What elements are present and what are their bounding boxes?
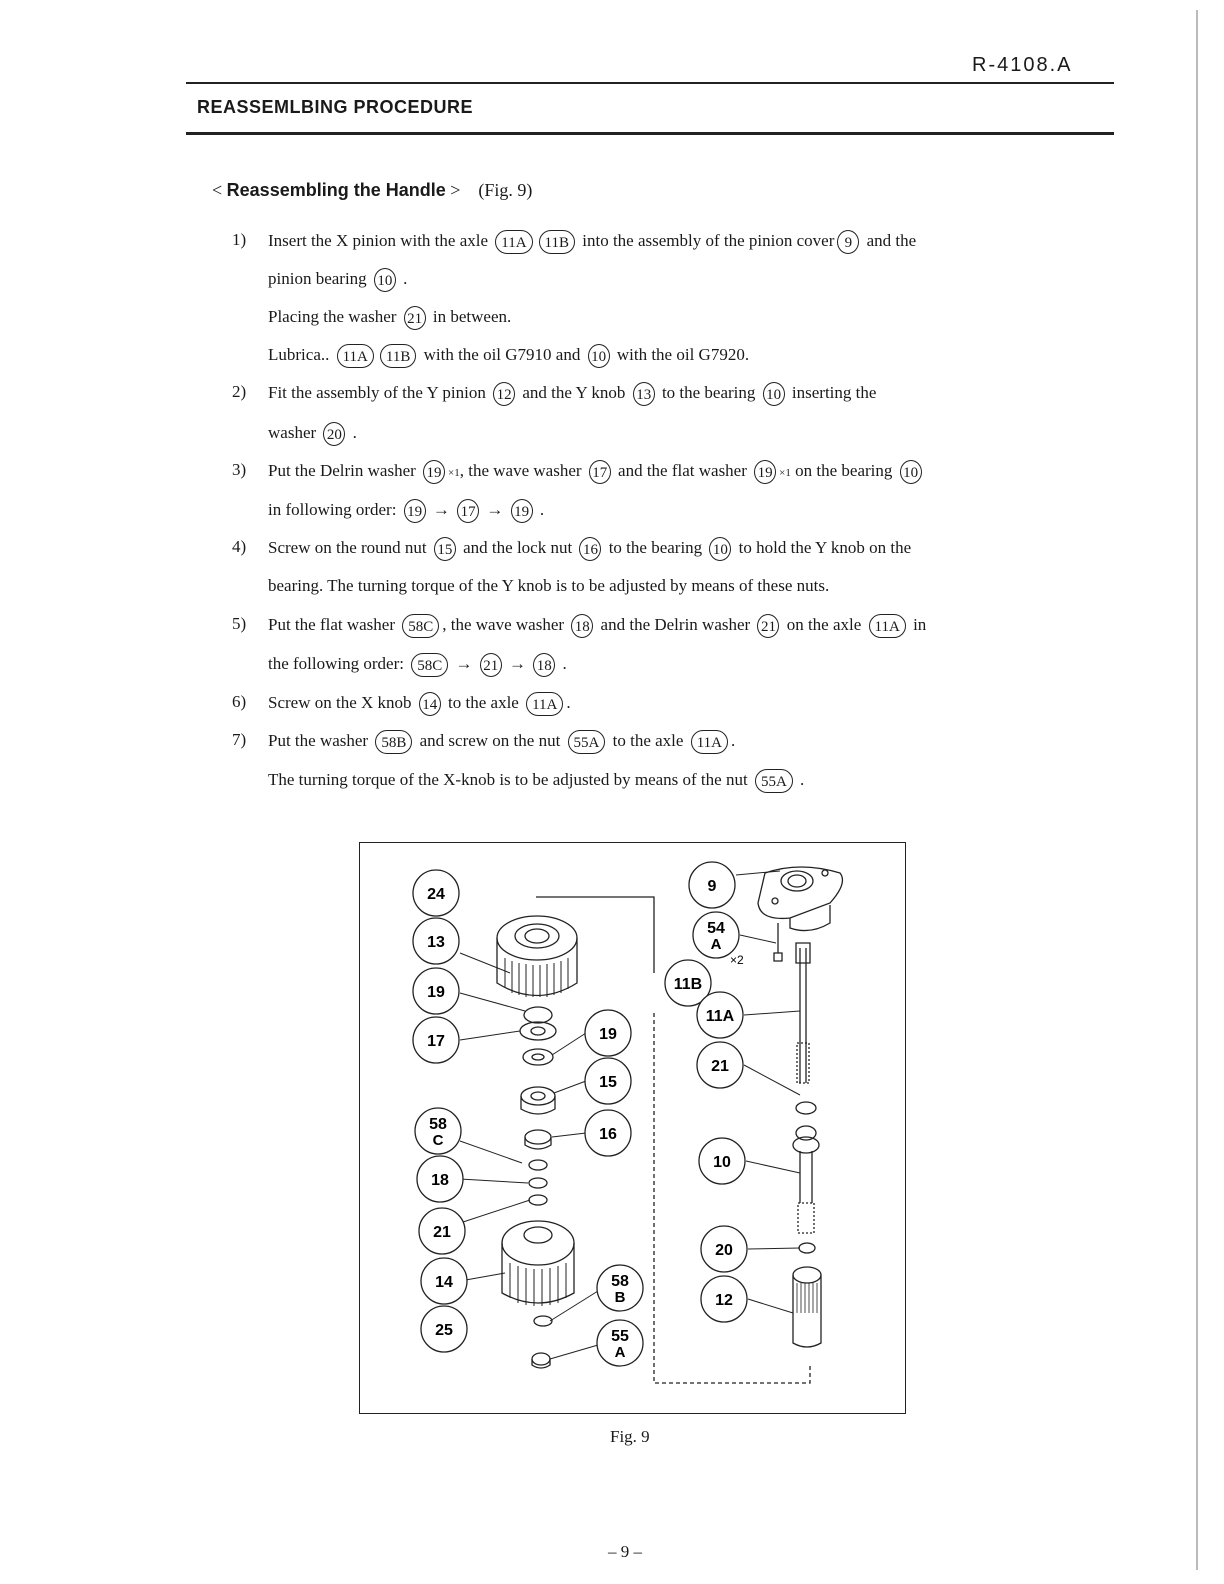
part-number-callout: 11A	[869, 614, 906, 638]
quantity-note: ×1	[448, 466, 460, 479]
part-number-callout: 21	[757, 614, 779, 638]
step-text: Put the washer	[268, 730, 373, 750]
part-number-callout: 19	[423, 460, 445, 484]
callout-text: 9	[707, 878, 717, 895]
part-number-callout: 58C	[411, 653, 448, 677]
callout-text: 11A	[705, 1008, 735, 1025]
y-pinion-12-drawing	[793, 1267, 821, 1347]
step-text: .	[558, 653, 567, 673]
callout-14	[421, 1258, 505, 1304]
step-line	[268, 306, 511, 330]
procedure-heading	[212, 180, 532, 201]
part-number-callout: 18	[571, 614, 593, 638]
callout-55a	[550, 1320, 643, 1366]
heading-open: <	[212, 180, 223, 200]
step-text: pinion bearing	[268, 268, 371, 288]
step-text: bearing. The turning torque of the Y knob is to be adjusted by means of these nuts.	[268, 576, 830, 595]
callout-text: 10	[713, 1154, 731, 1171]
callout-text: 25	[435, 1322, 453, 1339]
part-number-callout: 17	[589, 460, 611, 484]
part-number-callout: 55A	[755, 769, 793, 793]
step-text: , the wave washer	[459, 460, 586, 480]
part-number-callout: 58C	[402, 614, 439, 638]
step-line	[268, 692, 571, 716]
leader-line	[550, 1291, 598, 1321]
callout-18	[417, 1156, 528, 1202]
callout-text: 14	[435, 1274, 453, 1291]
bearing-10-drawing	[793, 1126, 819, 1233]
step-text: The turning torque of the X-knob is to be adjusted by means of the nut	[268, 769, 752, 789]
part-number-callout: 12	[493, 382, 515, 406]
part-number-callout: 11A	[495, 230, 532, 254]
leader-line	[460, 953, 510, 973]
x-knob-14-drawing	[502, 1221, 574, 1306]
leader-line	[740, 935, 776, 943]
step-text: Put the Delrin washer	[268, 460, 421, 480]
header-rule-bottom	[186, 132, 1114, 135]
callout-text: 11B	[673, 976, 703, 993]
washer-19-drawing	[524, 1007, 552, 1023]
leader-line	[552, 1133, 586, 1137]
heading-fig-ref: (Fig. 9)	[478, 180, 533, 200]
step-number: 5)	[232, 614, 247, 633]
callout-54a	[693, 912, 776, 958]
step-line	[268, 344, 749, 368]
washer-20-drawing	[799, 1243, 815, 1253]
leader-line	[552, 1033, 586, 1055]
part-number-callout: 21	[404, 306, 426, 330]
figure-caption: Fig. 9	[610, 1427, 650, 1446]
part-number-callout: 19	[511, 499, 533, 523]
part-number-callout: 21	[480, 653, 502, 677]
header-rule-top	[186, 82, 1114, 84]
step-text: with the oil G7910 and	[419, 344, 585, 364]
nut-55a-drawing	[532, 1353, 550, 1368]
callout-text: 13	[427, 934, 445, 951]
x2-note: ×2	[730, 953, 744, 967]
step-text: to hold the Y knob on the	[734, 537, 912, 557]
step-number: 1)	[232, 230, 247, 249]
step-line	[268, 769, 804, 793]
step-line	[268, 460, 925, 484]
callout-19a	[413, 968, 525, 1014]
callout-12	[701, 1276, 793, 1322]
callout-21b	[697, 1042, 800, 1095]
part-number-callout: 11A	[691, 730, 728, 754]
step-text: .	[398, 268, 408, 288]
leader-line	[460, 1031, 520, 1040]
callout-11a	[697, 992, 800, 1038]
part-number-callout: 11B	[380, 344, 416, 368]
step-text: →	[428, 499, 455, 519]
step-text: in	[908, 614, 927, 634]
step-text: on the bearing	[790, 460, 897, 480]
callout-10	[699, 1138, 800, 1184]
step-text: .	[730, 730, 736, 750]
part-number-callout: 11A	[337, 344, 374, 368]
callout-text: 54	[707, 920, 725, 937]
leader-line	[744, 1065, 800, 1095]
callout-text: 18	[431, 1172, 449, 1189]
callout-text: 58	[429, 1116, 447, 1133]
pinion-cover-9-drawing	[758, 867, 842, 931]
part-number-callout: 58B	[375, 730, 412, 754]
callout-text: 58	[611, 1273, 629, 1290]
callout-58b	[550, 1265, 643, 1321]
step-text: into the assembly of the pinion cover	[578, 230, 835, 250]
step-text: with the oil G7920.	[612, 344, 750, 364]
step-line	[268, 230, 916, 254]
step-line	[268, 730, 735, 754]
callout-subtext: C	[432, 1132, 444, 1149]
callout-subtext: A	[710, 936, 722, 953]
step-text: in following order:	[268, 499, 401, 519]
step-text: to the bearing	[657, 382, 760, 402]
leader-line	[460, 1179, 528, 1183]
callout-text: 19	[427, 984, 445, 1001]
callout-25	[421, 1306, 467, 1352]
step-number: 6)	[232, 692, 247, 711]
callout-15	[554, 1058, 631, 1104]
leader-line	[460, 993, 525, 1011]
heading-title: Reassembling the Handle	[226, 180, 446, 200]
washer-58c-drawing	[529, 1160, 547, 1170]
leader-line	[744, 1011, 800, 1015]
callout-17	[413, 1017, 520, 1063]
step-text: to the bearing	[604, 537, 707, 557]
callout-text: 12	[715, 1292, 733, 1309]
part-number-callout: 10	[900, 460, 922, 484]
callout-16	[552, 1110, 631, 1156]
callout-24	[413, 870, 459, 916]
step-text: inserting the	[787, 382, 877, 402]
step-text: .	[348, 422, 357, 442]
quantity-note: ×1	[779, 466, 791, 479]
washer-18-drawing	[529, 1178, 547, 1188]
step-number: 3)	[232, 460, 247, 479]
page-number: – 9 –	[608, 1542, 642, 1561]
leader-line	[746, 1161, 800, 1173]
callout-19b	[552, 1010, 631, 1056]
leader-line	[736, 871, 780, 875]
step-text: .	[566, 692, 571, 712]
callout-subtext: A	[614, 1344, 626, 1361]
step-text: Fit the assembly of the Y pinion	[268, 382, 491, 402]
step-line	[268, 537, 911, 561]
leader-line	[550, 1345, 598, 1359]
step-text: →	[482, 499, 508, 519]
step-line	[268, 268, 407, 292]
part-number-callout: 15	[434, 537, 456, 561]
part-number-callout: 17	[457, 499, 479, 523]
part-number-callout: 13	[633, 382, 655, 406]
washer-17-drawing	[520, 1022, 556, 1040]
part-number-callout: 18	[533, 653, 555, 677]
leader-line	[460, 1141, 522, 1163]
step-text: →	[451, 653, 477, 673]
step-text: the following order:	[268, 653, 409, 673]
step-text: →	[504, 653, 531, 673]
step-line	[268, 653, 567, 677]
axle-11a-drawing	[796, 943, 810, 1083]
step-text: to the axle	[443, 692, 524, 712]
step-text: Lubrica..	[268, 344, 334, 364]
callout-20	[701, 1226, 800, 1272]
step-line	[268, 422, 357, 446]
step-line	[268, 614, 926, 638]
page-edge-shadow	[1196, 10, 1198, 1570]
step-text: Screw on the round nut	[268, 537, 431, 557]
part-number-callout: 14	[419, 692, 441, 716]
step-text: washer	[268, 422, 321, 442]
callout-text: 20	[715, 1242, 733, 1259]
callout-text: 24	[427, 886, 445, 903]
step-text: and the lock nut	[458, 537, 577, 557]
bracket-line-top	[536, 897, 654, 973]
callout-58c	[415, 1108, 522, 1163]
step-number: 7)	[232, 730, 247, 749]
heading-close: >	[450, 180, 461, 200]
step-text: in between.	[428, 306, 512, 326]
leader-line	[460, 1200, 530, 1223]
step-text: Placing the washer	[268, 306, 401, 326]
part-number-callout: 11A	[526, 692, 563, 716]
washer-58b-drawing	[534, 1316, 552, 1326]
callout-text: 21	[433, 1224, 451, 1241]
part-number-callout: 10	[374, 268, 396, 292]
screw-54a-drawing	[774, 923, 782, 961]
step-text: , the wave washer	[442, 614, 569, 634]
step-text: Put the flat washer	[268, 614, 400, 634]
washer-19b-drawing	[523, 1049, 553, 1065]
callout-text: 55	[611, 1328, 629, 1345]
step-number: 4)	[232, 537, 247, 556]
step-text: Insert the X pinion with the axle	[268, 230, 493, 250]
part-number-callout: 19	[404, 499, 426, 523]
part-number-callout: 11B	[539, 230, 575, 254]
step-text: .	[795, 769, 805, 789]
step-text: Screw on the X knob	[268, 692, 416, 712]
leader-line	[748, 1248, 800, 1249]
callout-13	[413, 918, 510, 973]
section-title: REASSEMLBING PROCEDURE	[197, 97, 474, 117]
step-text: to the axle	[608, 730, 688, 750]
step-text: and the Y knob	[518, 382, 630, 402]
lock-nut-16-drawing	[525, 1130, 551, 1149]
round-nut-15-drawing	[521, 1087, 555, 1114]
step-text: and the	[862, 230, 917, 250]
callout-text: 17	[427, 1033, 445, 1050]
callout-text: 15	[599, 1074, 617, 1091]
callout-text: 19	[599, 1026, 617, 1043]
leader-line	[554, 1081, 586, 1093]
step-number: 2)	[232, 382, 247, 401]
part-number-callout: 19	[754, 460, 776, 484]
step-text: and the Delrin washer	[596, 614, 755, 634]
exploded-view-diagram	[360, 843, 904, 1412]
step-text: .	[535, 499, 545, 519]
step-line	[268, 576, 829, 596]
step-text: and screw on the nut	[415, 730, 565, 750]
callout-9	[689, 862, 780, 908]
step-line	[268, 382, 876, 406]
callout-text: 16	[599, 1126, 617, 1143]
callout-text: 21	[711, 1058, 729, 1075]
part-number-callout: 55A	[568, 730, 606, 754]
washer-21-drawing	[529, 1195, 547, 1205]
leader-line	[748, 1299, 793, 1313]
part-number-callout: 20	[323, 422, 345, 446]
part-number-callout: 9	[837, 230, 859, 254]
washer-21b-drawing	[796, 1102, 816, 1114]
callout-subtext: B	[614, 1289, 626, 1306]
step-line	[268, 499, 544, 523]
step-text: and the flat washer	[613, 460, 752, 480]
y-knob-13-drawing	[497, 916, 577, 997]
step-text: on the axle	[782, 614, 866, 634]
part-number-callout: 10	[709, 537, 731, 561]
document-number: R-4108.A	[972, 54, 1073, 76]
figure-9	[359, 842, 906, 1414]
part-number-callout: 10	[763, 382, 785, 406]
part-number-callout: 16	[579, 537, 601, 561]
part-number-callout: 10	[588, 344, 610, 368]
